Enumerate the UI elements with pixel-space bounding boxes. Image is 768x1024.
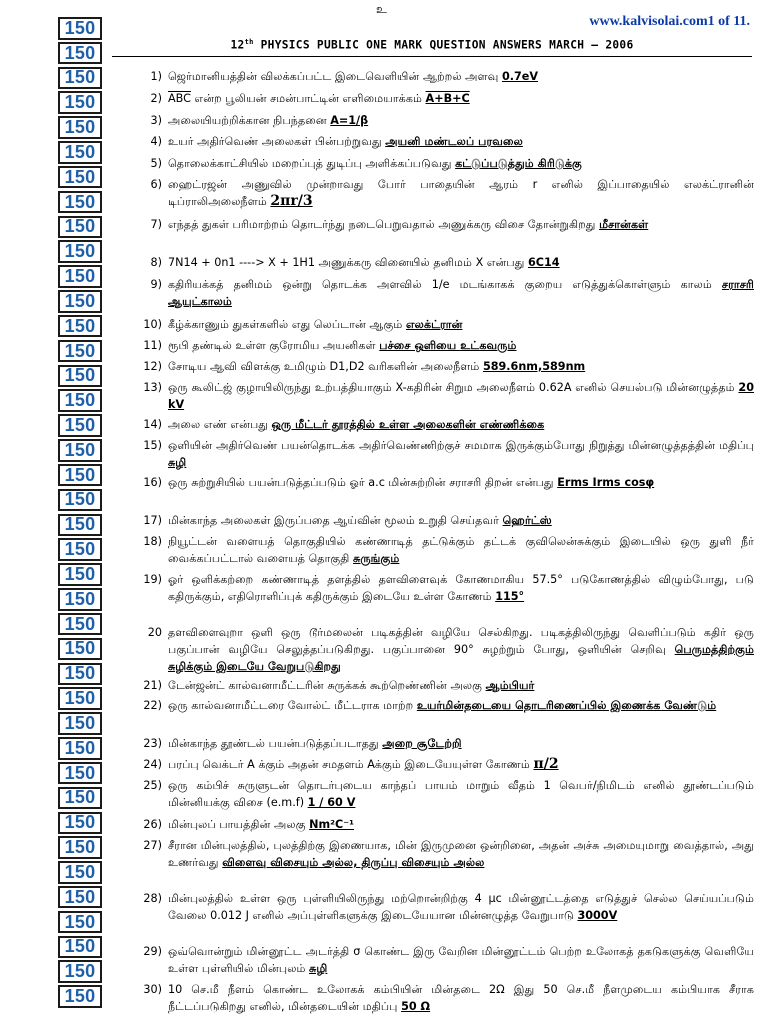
answer-text: மீசான்கள்	[599, 218, 649, 231]
score-badge: 150	[58, 42, 102, 65]
score-badge: 150	[58, 638, 102, 661]
question-number: 4)	[150, 135, 162, 148]
question-number: 8)	[150, 256, 162, 269]
question-text	[168, 735, 754, 752]
question-text	[168, 816, 754, 833]
question-number: 28)	[143, 892, 162, 905]
question-text	[168, 981, 754, 1015]
question-text	[168, 112, 754, 129]
question-text	[168, 416, 754, 433]
question-text	[168, 677, 754, 694]
score-badge: 150	[58, 936, 102, 959]
answer-text: விளைவு விசையும் அல்ல, திருப்பு விசையும் அல்ல	[222, 856, 485, 869]
answer-text: ஒரு மீட்டர் தூரத்தில் உள்ள அலைகளின் எண்ணிக்கை	[271, 418, 545, 431]
question-number: 23)	[143, 737, 162, 750]
question-text	[168, 155, 754, 172]
question-body: ஒரு கம்பிச் சுருளுடன் தொடர்புடைய காந்தப் பாயம் மாறும் வீதம் 1 வெபர்/நிமிடம் எனில் தூண்டப்படும் மின்னியக்கு விசை (e.m.f)	[168, 779, 754, 809]
question-text	[168, 316, 754, 333]
question-number: 2)	[150, 92, 162, 105]
question-body: என்ற பூலியன் சமன்பாட்டின் எளிமையாக்கம்	[190, 92, 426, 105]
question-number: 14)	[143, 418, 162, 431]
site-url[interactable]: www.kalvisolai.com1 of 11.	[589, 14, 750, 29]
question-text	[168, 777, 754, 811]
question-body: ஒரு சுற்றுசியில் பயன்படுத்தப்படும் ஓர் a.c மின்சுற்றின் சராசரி திறன் என்பது	[168, 476, 558, 489]
answer-text: எலக்ட்ரான்	[405, 318, 463, 331]
question-body: ஒரு கால்வனாமீட்டரை வோல்ட் மீட்டராக மாற்ற	[168, 699, 417, 712]
answer-text: 1 / 60 V	[307, 796, 356, 809]
question-number: 3)	[150, 114, 162, 127]
question-number: 11)	[143, 339, 162, 352]
question-body: ஹைட்ரஜன் அணுவில் முன்றாவது போர் பாதையின் ஆரம் r எனில் இப்பாதையில் எலக்ட்ரானின் டிப்ராலிஅலைநீளம்	[168, 178, 754, 208]
question-text	[168, 571, 754, 605]
score-badge: 150	[58, 762, 102, 785]
score-badge: 150	[58, 489, 102, 512]
score-badge: 150	[58, 191, 102, 214]
question-number: 30)	[143, 983, 162, 996]
score-badge: 150	[58, 787, 102, 810]
score-badge: 150	[58, 563, 102, 586]
question-text	[168, 337, 754, 354]
answer-text: அறை சூடேற்றி	[382, 737, 462, 750]
answer-text: 2πr/3	[270, 193, 313, 209]
score-badge: 150	[58, 67, 102, 90]
score-badge: 150	[58, 240, 102, 263]
answer-text: 20 kV	[168, 381, 754, 411]
question-text	[168, 533, 754, 567]
answer-text: 3000V	[577, 909, 618, 922]
answer-text: Erms Irms cosφ	[557, 476, 655, 489]
question-number: 18)	[143, 535, 162, 548]
score-badge: 150	[58, 216, 102, 239]
score-badge: 150	[58, 588, 102, 611]
score-badge: 150	[58, 960, 102, 983]
score-badge: 150	[58, 663, 102, 686]
question-number: 19)	[143, 573, 162, 586]
answer-text: 589.6nm,589nm	[482, 360, 586, 373]
question-text	[168, 133, 754, 150]
question-text	[168, 176, 754, 210]
answer-text: A=1/β	[330, 114, 369, 127]
score-badge: 150	[58, 985, 102, 1008]
question-body: 7N14 + 0n1 ----> X + 1H1 அணுக்கரு வினையில் தனிமம் X என்பது	[168, 256, 528, 269]
answer-text: சுருங்கும்	[353, 552, 400, 565]
question-text	[168, 624, 754, 675]
question-number: 12)	[143, 360, 162, 373]
score-badge: 150	[58, 116, 102, 139]
score-badge: 150	[58, 613, 102, 636]
question-body: ஒரு கூலிட்ஜ் குழாயிலிருந்து உற்பத்தியாகும் X-கதிரின் சிறும அலைநீளம் 0.62A எனில் செயல்படு மின்னழுத்தம்	[168, 381, 739, 394]
question-text	[168, 68, 754, 85]
score-badge: 150	[58, 861, 102, 884]
question-number: 16)	[143, 476, 162, 489]
question-number: 9)	[150, 278, 162, 291]
question-body: கதிரியக்கத் தனிமம் ஒன்று தொடக்க அளவில் 1/e மடங்காகக் குறைய எடுத்துக்கொள்ளும் காலம்	[168, 278, 722, 291]
question-body: சோடிய ஆவி விளக்கு உமிழும் D1,D2 வரிகளின் அலைநீளம்	[168, 360, 483, 373]
question-number: 27)	[143, 839, 162, 852]
answer-text: Nm²C⁻¹	[309, 818, 355, 831]
question-number: 6)	[150, 178, 162, 191]
question-text	[168, 837, 754, 871]
question-text	[168, 756, 754, 773]
score-badge: 150	[58, 414, 102, 437]
answer-text: ஆம்பியர்	[485, 679, 535, 692]
question-number: 5)	[150, 157, 162, 170]
answer-text: A+B+C	[425, 92, 470, 105]
question-body: டேன்ஜன்ட் கால்வனாமீட்டரின் சுருக்கக் கூற்றெண்ணின் அலகு	[168, 679, 486, 692]
question-body: 10 செ.மீ நீளம் கொண்ட உலோகக் கம்பியின் மின்தடை 2Ω இது 50 செ.மீ நீளமுடைய கம்பியாக சீராக நீட்டப்படுகிறது எனில், மின்தடையின் மதிப்பு	[168, 983, 754, 1013]
score-badge: 150	[58, 17, 102, 40]
answer-text: அயனி மண்டலப் பரவலை	[385, 135, 523, 148]
question-text	[168, 943, 754, 977]
answer-text: பச்சை ஒளியை உட்கவரும்	[379, 339, 517, 352]
title-post: PHYSICS PUBLIC ONE MARK QUESTION ANSWERS MARCH – 2006	[253, 38, 634, 52]
question-body: ரூபி தண்டில் உள்ள குரோமிய அயனிகள்	[168, 339, 380, 352]
score-badge: 150	[58, 737, 102, 760]
question-body: ஒளியின் அதிர்வெண் பயன்தொடக்க அதிர்வெண்ணிற்குச் சமமாக இருக்கும்போது நிறுத்து மின்னழுத்தத்தின் மதிப்பு	[168, 439, 754, 452]
question-number: 29)	[143, 945, 162, 958]
score-badge: 150	[58, 166, 102, 189]
question-number: 22)	[143, 699, 162, 712]
answer-text: கட்டுப்படுத்தும் கிரிடுக்கு	[455, 157, 582, 170]
answer-text: 0.7eV	[501, 70, 539, 83]
answer-text: உயர்மின்தடையை தொடரிணைப்பில் இணைக்க வேண்டும்	[416, 699, 717, 712]
score-badge: 150	[58, 886, 102, 909]
question-body: உயர் அதிர்வெண் அலைகள் பின்பற்றுவது	[168, 135, 386, 148]
score-badge: 150	[58, 265, 102, 288]
question-body: மின்புலப் பாயத்தின் அலகு	[168, 818, 310, 831]
answer-text: ஹெர்ட்ஸ்	[502, 514, 552, 527]
question-number: 17)	[143, 514, 162, 527]
question-text	[168, 216, 754, 233]
title-sup: th	[244, 38, 254, 46]
question-number: 1)	[150, 70, 162, 83]
question-body: அலை எண் என்பது	[168, 418, 272, 431]
question-text	[168, 512, 754, 529]
overlined-term: $\overline{ABC}$	[168, 92, 191, 105]
question-body: ஜெர்மானியத்தின் விலக்கப்பட்ட இடைவெளியின் ஆற்றல் அளவு	[168, 70, 502, 83]
answer-text: சராசரி ஆயுட்காலம்	[168, 278, 754, 308]
question-body: கீழ்க்காணும் துகள்களில் எது லெப்டான் ஆகும்	[168, 318, 406, 331]
question-text	[168, 379, 754, 413]
answer-text: சுழி	[309, 962, 328, 975]
question-text	[168, 90, 754, 107]
question-body: நியூட்டன் வளையத் தொகுதியில் கண்ணாடித் தட்டுக்கும் தட்டக் குவிலென்சுக்கும் இடையில் ஒரு துளி நீர் வைக்கப்பட்டால் வளையத் தொகுதி	[168, 535, 754, 565]
score-badge: 150	[58, 464, 102, 487]
question-number: 21)	[143, 679, 162, 692]
question-body: மின்காந்த அலைகள் இருப்பதை ஆய்வின் மூலம் உறுதி செய்தவர்	[168, 514, 503, 527]
question-number: 20	[147, 626, 162, 639]
question-text	[168, 358, 754, 375]
score-badge: 150	[58, 91, 102, 114]
question-number: 7)	[150, 218, 162, 231]
score-badge: 150	[58, 439, 102, 462]
question-body: எந்தத் துகள் பரிமாற்றம் தொடர்ந்து நடைபெறுவதால் அணுக்கரு விசை தோன்றுகிறது	[168, 218, 600, 231]
answer-text: 50 Ω	[401, 1000, 431, 1013]
score-badge: 150	[58, 365, 102, 388]
score-badge: 150	[58, 812, 102, 835]
score-badge: 150	[58, 911, 102, 934]
question-body: மின்புலத்தில் உள்ள ஒரு புள்ளியிலிருந்து மற்றொன்றிற்கு 4 μc மின்னூட்டத்தை எடுத்துச் செல்ல செய்யப்படும் வேலை 0.012 J எனில் அப்புள்ளிகளுக்கு இடையேயான மின்னழுத்த வேறுபாடு	[168, 892, 754, 922]
score-badge: 150	[58, 141, 102, 164]
question-text	[168, 254, 754, 271]
question-number: 10)	[143, 318, 162, 331]
title-pre: 12	[230, 38, 245, 52]
answer-text: சுழி	[168, 456, 187, 469]
question-number: 15)	[143, 439, 162, 452]
score-badge: 150	[58, 514, 102, 537]
question-body: மின்காந்த தூண்டல் பயன்படுத்தப்படாதது	[168, 737, 383, 750]
score-badge: 150	[58, 315, 102, 338]
score-badge: 150	[58, 290, 102, 313]
answer-text: 115°	[495, 590, 525, 603]
top-symbol: உ	[376, 2, 387, 16]
question-text	[168, 276, 754, 310]
score-badge: 150	[58, 389, 102, 412]
question-text	[168, 437, 754, 471]
question-body: தளவிளைவுறா ஒளி ஒரு டூர்மலைன் படிகத்தின் வழியே செல்கிறது. படிகத்திலிருந்து வெளிப்படும் கதிர் ஒரு பகுப்பான் வழியே செலுத்தப்படுகிறது. பகுப்பானை 90° சுழற்றும் போது, ஒளியின் செறிவு	[168, 626, 754, 656]
answer-text: பெருமத்திற்கும் சுழிக்கும் இடையே வேறுபடுகிறது	[168, 643, 754, 673]
score-badge: 150	[58, 687, 102, 710]
question-body: சீரான மின்புலத்தில், புலத்திற்கு இணையாக, மின் இருமுனை ஒன்றினை, அதன் அச்சு அமையுமாறு வைத்தால், அது உணர்வது	[168, 839, 754, 869]
question-number: 26)	[143, 818, 162, 831]
question-body: ஒவ்வொன்றும் மின்னூட்ட அடர்த்தி σ கொண்ட இரு வேறின மின்னூட்டம் பெற்ற உலோகத் தகடுகளுக்கு வெளியே உள்ள புள்ளியில் மின்புலம்	[168, 945, 754, 975]
question-body: பரப்பு வெக்டர் A க்கும் அதன் சமதளம் Aக்கும் இடையேயுள்ள கோணம்	[168, 758, 534, 771]
question-number: 13)	[143, 381, 162, 394]
question-body: தொலைக்காட்சியில் மறைப்புத் துடிப்பு அளிக்கப்படுவது	[168, 157, 456, 170]
question-number: 25)	[143, 779, 162, 792]
score-badge: 150	[58, 836, 102, 859]
question-body: ஓர் ஒளிக்கற்றை கண்ணாடித் தளத்தில் தளவிளைவுக் கோணமாகிய 57.5° படுகோணத்தில் விழும்போது, படு கதிருக்கும், எதிரொளிப்புக் கதிருக்கும் இடையே உள்ள கோணம்	[168, 573, 754, 603]
score-badge: 150	[58, 538, 102, 561]
question-text	[168, 890, 754, 924]
answer-text: 6C14	[528, 256, 560, 269]
score-badge: 150	[58, 340, 102, 363]
score-badge: 150	[58, 712, 102, 735]
question-number: 24)	[143, 758, 162, 771]
answer-text: π/2	[533, 756, 559, 772]
question-text	[168, 474, 754, 491]
question-text	[168, 697, 754, 714]
question-body: அலையியற்றிக்கான நிபந்தனை	[168, 114, 331, 127]
